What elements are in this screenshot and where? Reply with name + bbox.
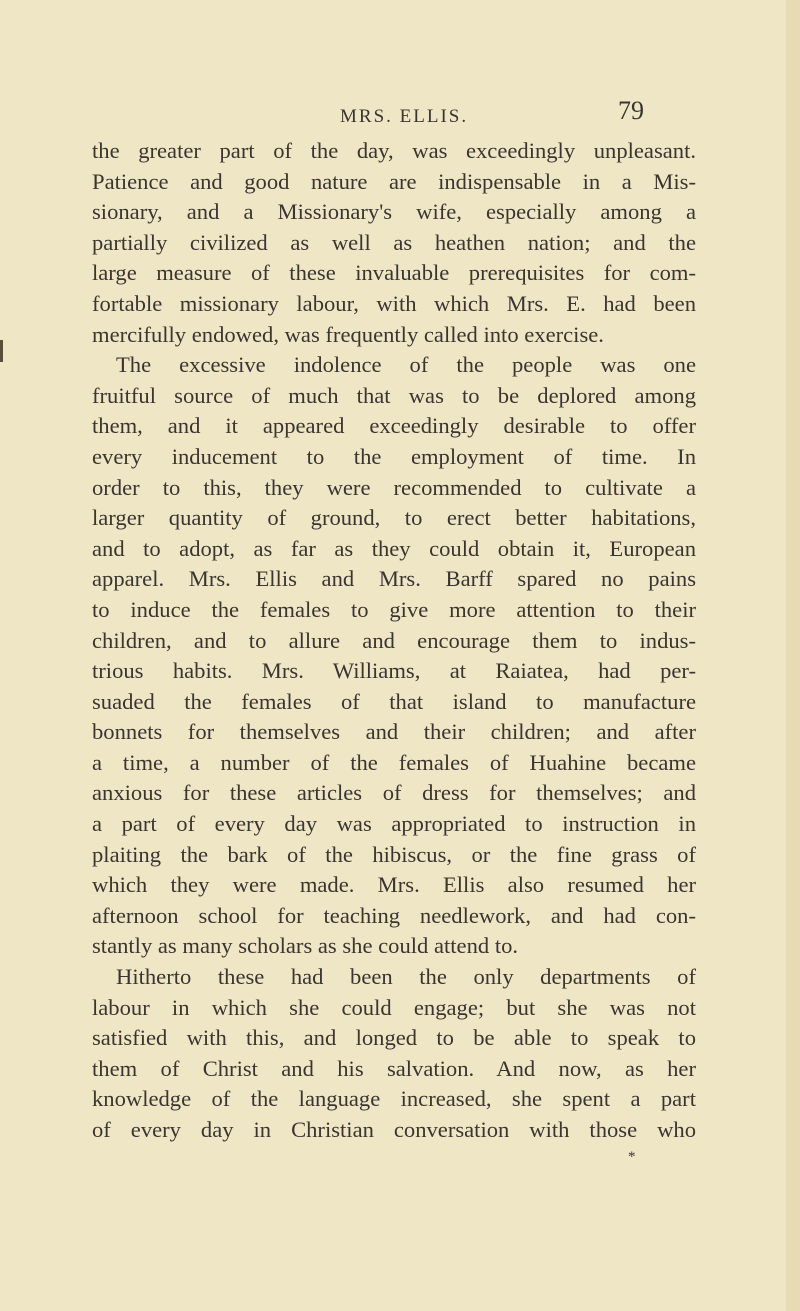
- signature-mark: *: [628, 1148, 636, 1165]
- text-line: Hitherto these had been the only departments of: [116, 964, 696, 990]
- text-line: sionary, and a Missionary's wife, especially among a: [92, 199, 696, 225]
- text-line: children, and to allure and encourage them to indus-: [92, 627, 696, 653]
- text-line: to induce the females to give more attention to their: [92, 596, 696, 622]
- text-line: The excessive indolence of the people was one: [116, 352, 696, 378]
- text-line: them of Christ and his salvation. And now, as her: [92, 1055, 696, 1081]
- text-line: larger quantity of ground, to erect better habitations,: [92, 505, 696, 531]
- text-line: fortable missionary labour, with which Mrs. E. had been: [92, 290, 696, 316]
- page-number: 79: [618, 96, 644, 125]
- text-line: labour in which she could engage; but she was not: [92, 994, 696, 1020]
- text-line: knowledge of the language increased, she spent a part: [92, 1086, 696, 1112]
- text-line: them, and it appeared exceedingly desirable to offer: [92, 413, 696, 439]
- running-title: MRS. ELLIS.: [340, 106, 469, 127]
- text-line: which they were made. Mrs. Ellis also resumed her: [92, 872, 696, 898]
- text-line: fruitful source of much that was to be deplored among: [92, 382, 696, 408]
- text-line: apparel. Mrs. Ellis and Mrs. Barff spared no pains: [92, 566, 696, 592]
- text-line: stantly as many scholars as she could attend to.: [92, 933, 519, 959]
- text-line: partially civilized as well as heathen nation; and the: [92, 229, 696, 255]
- text-line: suaded the females of that island to manufacture: [92, 688, 696, 714]
- text-line: plaiting the bark of the hibiscus, or the fine grass of: [92, 841, 696, 867]
- text-line: afternoon school for teaching needlework, and had con-: [92, 902, 696, 928]
- text-line: order to this, they were recommended to cultivate a: [92, 474, 696, 500]
- text-line: and to adopt, as far as they could obtain it, European: [92, 535, 696, 561]
- text-line: the greater part of the day, was exceedingly unpleasant.: [92, 138, 696, 163]
- text-line: Patience and good nature are indispensable in a Mis-: [92, 168, 696, 194]
- text-line: bonnets for themselves and their children; and after: [92, 719, 696, 745]
- text-line: satisfied with this, and longed to be able to speak to: [92, 1025, 696, 1051]
- text-line: trious habits. Mrs. Williams, at Raiatea, had per-: [92, 658, 696, 684]
- body-text: [92, 136, 696, 1168]
- page-header: [0, 96, 800, 134]
- text-line: anxious for these articles of dress for themselves; and: [92, 780, 696, 806]
- margin-mark: [0, 340, 3, 362]
- text-line: mercifully endowed, was frequently called into exercise.: [92, 321, 604, 347]
- text-line: large measure of these invaluable prerequisites for com-: [92, 260, 696, 286]
- page-edge: [786, 0, 800, 1311]
- text-line: a part of every day was appropriated to instruction in: [92, 811, 696, 837]
- text-line: a time, a number of the females of Huahine became: [92, 749, 696, 775]
- text-line: every inducement to the employment of time. In: [92, 443, 696, 469]
- text-line: of every day in Christian conversation with those who: [92, 1117, 696, 1142]
